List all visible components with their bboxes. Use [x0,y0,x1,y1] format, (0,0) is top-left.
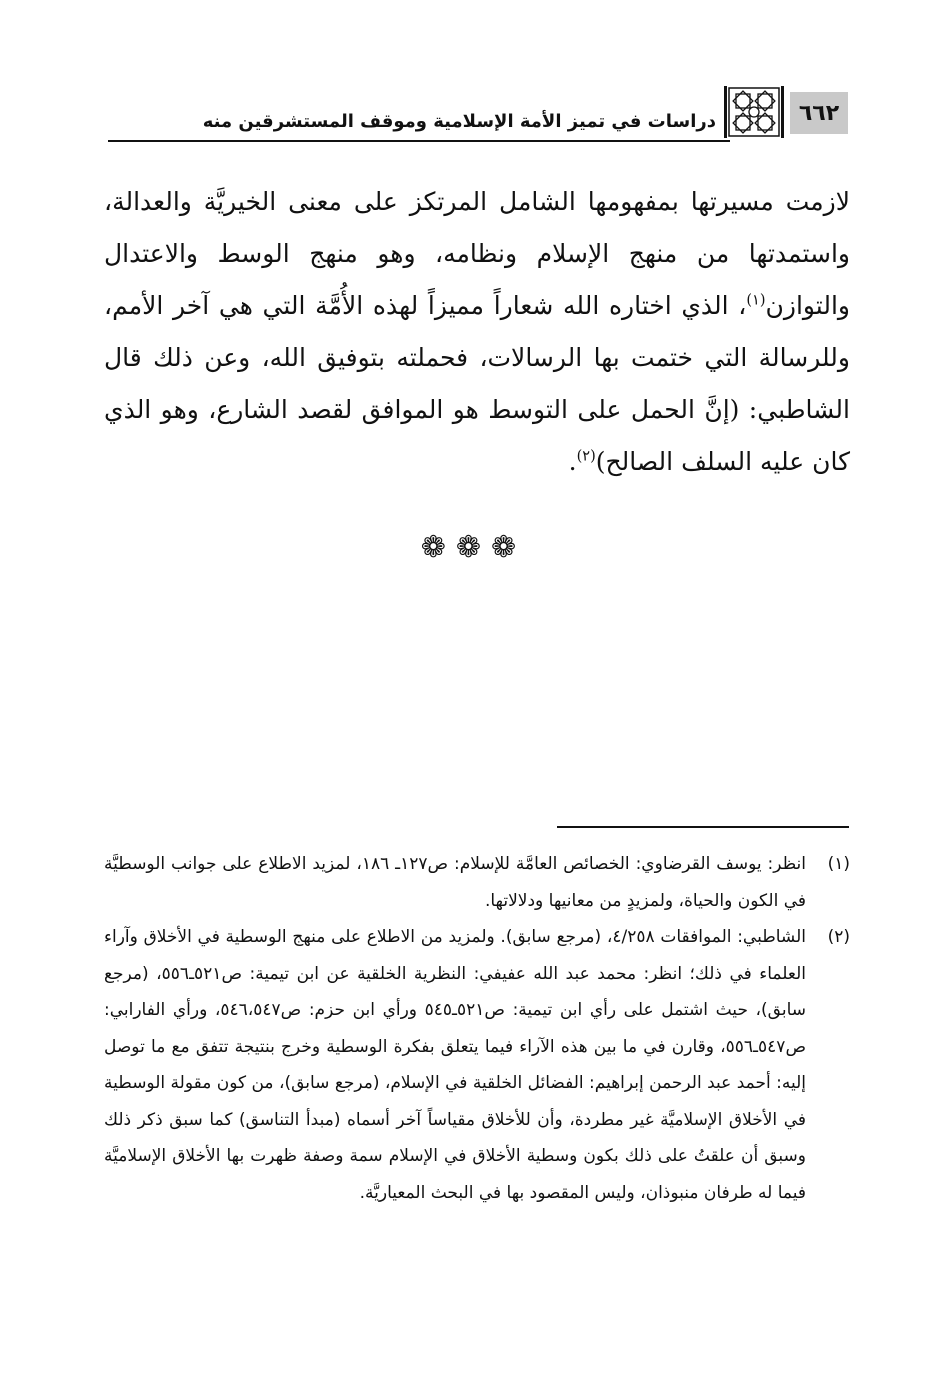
footnote-ref-1[interactable]: (١) [746,292,766,309]
footnote-2 [104,919,850,1211]
footnotes [104,846,850,1211]
paragraph-segment: لازمت مسيرتها بمفهومها الشامل المرتكز على معنى الخيريَّة والعدالة، واستمدتها من منهج الإسلام ونظامه، وهو منهج الوسط والاعتدال والتوازن [104,187,850,320]
paragraph-text [104,176,850,488]
footnote-number: (٢) [827,927,850,947]
running-header [108,86,848,142]
footnote-text: انظر: يوسف القرضاوي: الخصائص العامَّة للإسلام: ص١٢٧ـ ١٨٦، لمزيد الاطلاع على جوانب الوسطيَّة في الكون والحياة، ولمزيدٍ من معانيها ودلالاتها. [104,854,806,911]
footnote-1 [104,846,850,919]
page-number: ٦٦٢ [790,92,848,134]
footnote-rule [557,826,849,828]
footnote-number: (١) [827,854,850,874]
main-paragraph [104,176,850,488]
paragraph-segment: ، الذي اختاره الله شعاراً مميزاً لهذه الأُمَّة التي هي آخر الأمم، وللرسالة التي ختمت بها الرسالات، فحملته بتوفيق الله، وعن ذلك قال الشاطبي: (إنَّ الحمل على التوسط هو الموافق لقصد الشارع، وهو الذي كان عليه السلف الصالح) [104,291,850,476]
section-separator-flowers: ❁❁❁ [420,530,527,565]
running-title: دراسات في تميز الأمة الإسلامية وموقف المستشرقين منه [202,111,716,132]
geometric-star-ornament-icon [724,86,784,138]
header-rule [108,140,730,142]
paragraph-segment: . [568,447,577,476]
footnote-ref-2[interactable]: (٢) [576,448,596,465]
footnote-text: الشاطبي: الموافقات ٤/٢٥٨، (مرجع سابق). ولمزيد من الاطلاع على منهج الوسطية في الأخلاق وآراء العلماء في ذلك؛ انظر: محمد عبد الله عفيفي: النظرية الخلقية عن ابن تيمية: ص٥٢١ـ٥٥٦، (مرجع سابق)، حيث اشتمل على رأي ابن تيمية: ص٥٢١ـ٥٤٥ ورأي ابن حزم: ص٥٤٦،٥٤٧، ورأي الفارابي: ص٥٤٧ـ٥٥٦، وقارن في ما بين هذه الآراء فيما يتعلق بفكرة الوسطية وخرج بنتيجة تتفق مع ما توصل إليه: أحمد عبد الرحمن إبراهيم: الفضائل الخلقية في الإسلام، (مرجع سابق)، من كون مقولة الوسطية في الأخلاق الإسلاميَّة غير مطردة، وأن للأخلاق مقياساً آخر أسماه (مبدأ التناسق) كما سبق ذكر ذلك وسبق أن علقتُ على ذلك بكون وسطية الأخلاق في الإسلام سمة وصفة ظهرت بها الأخلاق الإسلاميَّة فيما له طرفان منبوذان، وليس المقصود بها في البحث المعياريَّة. [104,927,807,1203]
